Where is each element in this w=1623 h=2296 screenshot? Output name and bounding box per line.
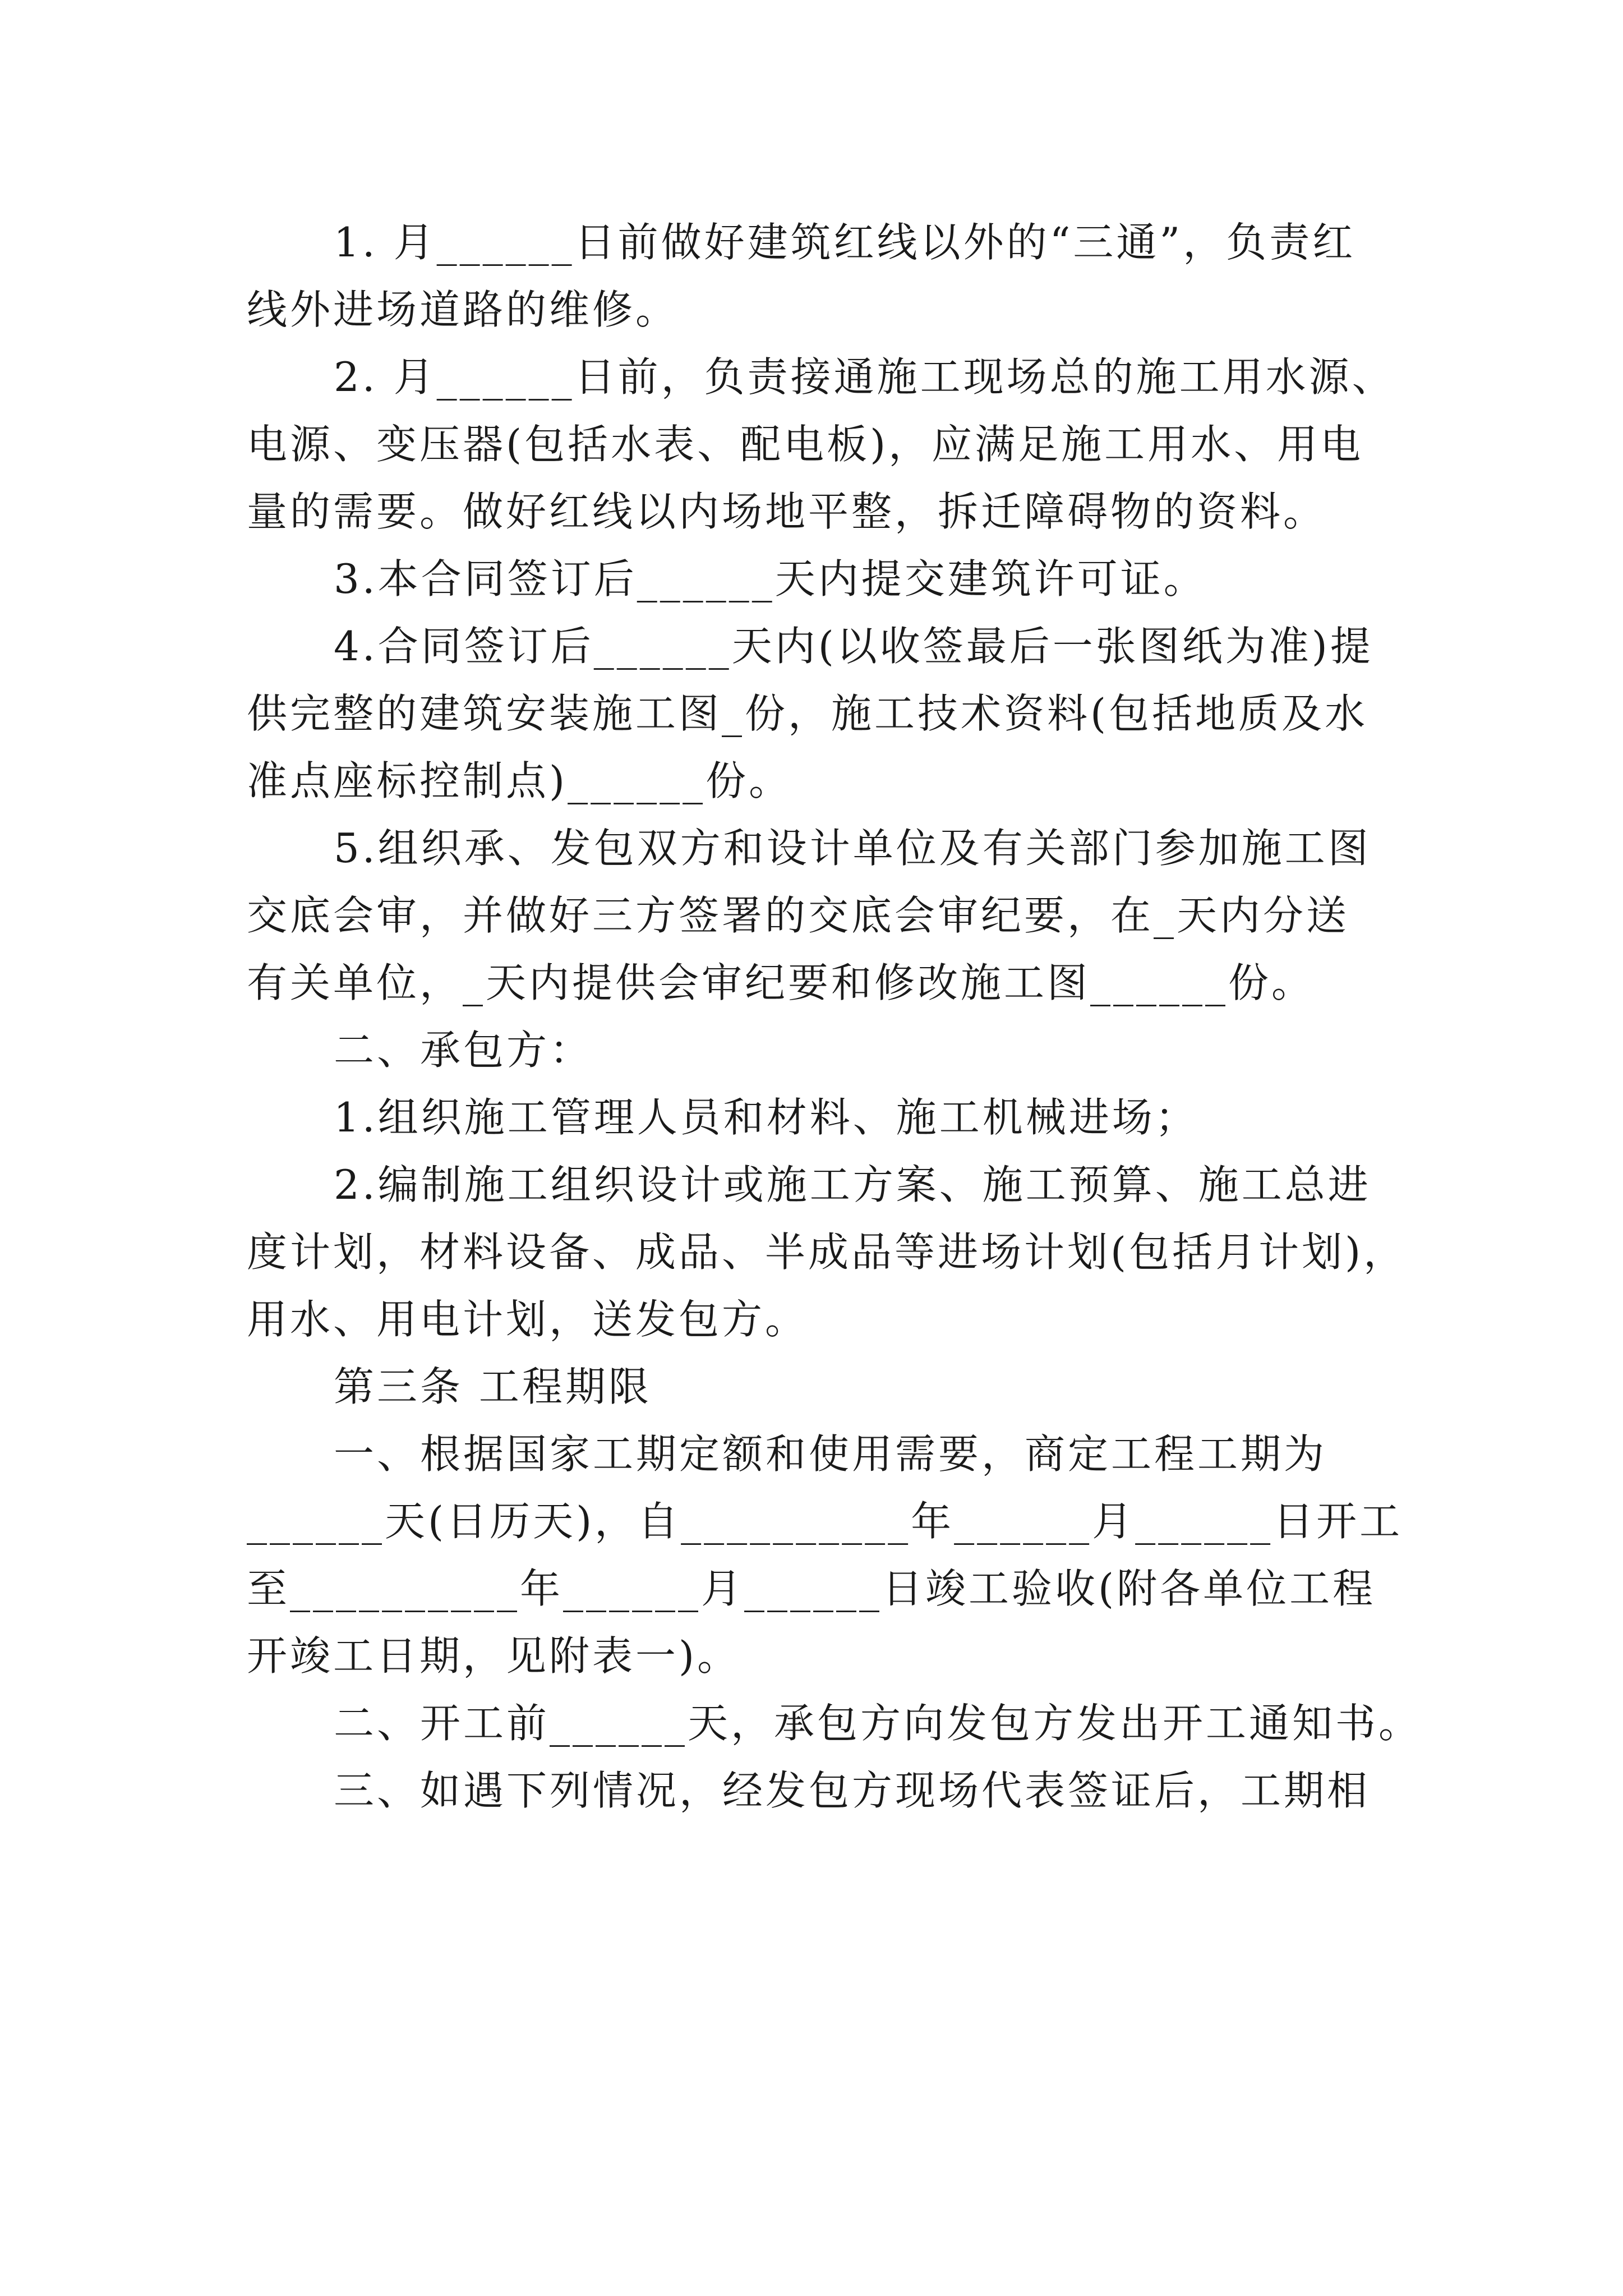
- section-heading-contractor: 二、承包方：: [334, 1027, 593, 1074]
- text-line: 有关单位，_天内提供会审纪要和修改施工图______份。: [247, 959, 1315, 1006]
- text-line: 2. 月______日前，负责接通施工现场总的施工用水源、: [334, 353, 1395, 401]
- text-line: 三、如遇下列情况，经发包方现场代表签证后，工期相: [334, 1767, 1371, 1814]
- text-line: 度计划，材料设备、成品、半成品等进场计划(包括月计划)，: [247, 1228, 1407, 1276]
- text-line: 一、根据国家工期定额和使用需要，商定工程工期为: [334, 1430, 1327, 1478]
- text-line: 1.组织施工管理人员和材料、施工机械进场；: [334, 1094, 1198, 1141]
- text-line: 供完整的建筑安装施工图_份，施工技术资料(包括地质及水: [247, 690, 1368, 737]
- text-line: 用水、用电计划，送发包方。: [247, 1296, 809, 1343]
- text-line: 线外进场道路的维修。: [247, 286, 679, 333]
- text-line: 准点座标控制点)______份。: [247, 757, 792, 804]
- text-line: 5.组织承、发包双方和设计单位及有关部门参加施工图: [334, 825, 1371, 872]
- article-heading-project-period: 第三条 工程期限: [334, 1363, 652, 1410]
- text-line: 交底会审，并做好三方签署的交底会审纪要，在_天内分送: [247, 892, 1350, 939]
- contract-text-body: [247, 209, 1469, 1824]
- text-line: 电源、变压器(包括水表、配电板)，应满足施工用水、用电: [247, 421, 1364, 468]
- text-line: 二、开工前______天，承包方向发包方发出开工通知书。: [334, 1700, 1422, 1747]
- text-line: 2.编制施工组织设计或施工方案、施工预算、施工总进: [334, 1161, 1371, 1208]
- text-line: 3.本合同签订后______天内提交建筑许可证。: [334, 555, 1207, 602]
- text-line: ______天(日历天)，自__________年______月______日开工: [247, 1498, 1403, 1545]
- text-line: 开竣工日期，见附表一)。: [247, 1632, 741, 1680]
- text-line: 4.合同签订后______天内(以收签最后一张图纸为准)提: [334, 623, 1373, 670]
- text-line: 量的需要。做好红线以内场地平整，拆迁障碍物的资料。: [247, 488, 1327, 535]
- text-line: 至__________年______月______日竣工验收(附各单位工程: [247, 1565, 1376, 1612]
- text-line: 1. 月______日前做好建筑红线以外的“三通”，负责红: [334, 219, 1356, 266]
